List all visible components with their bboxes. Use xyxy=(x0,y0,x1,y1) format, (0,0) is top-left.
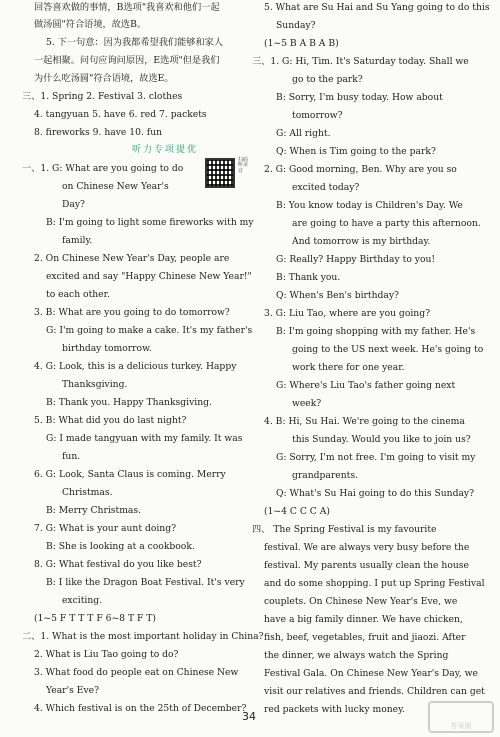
text-line: on Chinese New Year's xyxy=(62,181,169,192)
answer-key: (1~5 B A B A B) xyxy=(264,38,339,49)
watermark-logo: 答案圈 xyxy=(428,701,494,733)
text-line: red packets with lucky money. xyxy=(264,704,405,715)
text-line: G: I made tangyuan with my family. It was xyxy=(46,433,243,444)
text-line: 5. B: What did you do last night? xyxy=(34,415,187,426)
text-line: 4. Which festival is on the 25th of December? xyxy=(34,703,247,714)
text-line: grandparents. xyxy=(292,470,358,481)
text-line: G: I'm going to make a cake. It's my father's xyxy=(46,325,253,336)
left-column xyxy=(22,0,264,737)
text-line: go to the park? xyxy=(292,74,363,85)
text-line: excited and say "Happy Chinese New Year!" xyxy=(46,271,252,282)
text-line: B: I'm going shopping with my father. He's xyxy=(276,326,476,337)
text-line: G: Really? Happy Birthday to you! xyxy=(276,254,436,265)
text-line: B: Thank you. Happy Thanksgiving. xyxy=(46,397,212,408)
text-line: to each other. xyxy=(46,289,110,300)
text-line: this Sunday. Would you like to join us? xyxy=(292,434,471,445)
text-line: B: I'm going to light some fireworks with my xyxy=(46,217,254,228)
text-line: 3. What food do people eat on Chinese New xyxy=(34,667,239,678)
text-line: 2. On Chinese New Year's Day, people are xyxy=(34,253,230,264)
text-line: are going to have a party this afternoon. xyxy=(292,218,481,229)
text-line: G: Where's Liu Tao's father going next xyxy=(276,380,456,391)
text-line: 三、1. G: Hi, Tim. It's Saturday today. Shall we xyxy=(252,56,469,67)
answer-key: (1~5 F T T T F 6~8 T F T) xyxy=(34,613,156,624)
text-line: B: You know today is Children's Day. We xyxy=(276,200,463,211)
text-line: visit our relatives and friends. Children can get xyxy=(264,686,485,697)
text-line: 6. G: Look, Santa Claus is coming. Merry xyxy=(34,469,226,480)
text-line: 3. B: What are you going to do tomorrow? xyxy=(34,307,230,318)
text-line: B: Sorry, I'm busy today. How about xyxy=(276,92,443,103)
text-line: fish, beef, vegetables, fruit and jiaozi. After xyxy=(264,632,466,643)
text-line: Christmas. xyxy=(62,487,113,498)
text-line: B: I like the Dragon Boat Festival. It's very xyxy=(46,577,245,588)
text-line: 二、1. What is the most important holiday in China? xyxy=(22,631,264,642)
text-line: B: Merry Christmas. xyxy=(46,505,142,516)
text-line: Sunday? xyxy=(276,20,316,31)
qr-code-icon[interactable] xyxy=(205,158,235,188)
text-line: going to the US next week. He's going to xyxy=(292,344,484,355)
text-line: 3. G: Liu Tao, where are you going? xyxy=(264,308,431,319)
text-line: 一、1. G: What are you going to do xyxy=(22,163,184,174)
text-line: Q: When is Tim going to the park? xyxy=(276,146,436,157)
text-line: Year's Eve? xyxy=(46,685,99,696)
text-line: excited today? xyxy=(292,182,360,193)
text-line: fun. xyxy=(62,451,81,462)
text-line: 5. 下一句意：因为我都希望我们能够和家人 xyxy=(46,37,224,48)
text-line: 四、 The Spring Festival is my favourite xyxy=(252,524,437,535)
text-line: B: Thank you. xyxy=(276,272,341,283)
text-line: 2. What is Liu Tao going to do? xyxy=(34,649,179,660)
text-line: 回答喜欢做的事情，B选项"我喜欢和他们一起 xyxy=(34,2,220,13)
text-line: G: Sorry, I'm not free. I'm going to visit my xyxy=(276,452,476,463)
text-line: tomorrow? xyxy=(292,110,343,121)
text-line: 4. G: Look, this is a delicious turkey. Happy xyxy=(34,361,237,372)
text-line: have a big family dinner. We have chicken, xyxy=(264,614,463,625)
text-line: 4. tangyuan 5. have 6. red 7. packets xyxy=(34,109,207,120)
text-line: work there for one year. xyxy=(292,362,405,373)
text-line: festival. My parents usually clean the house xyxy=(264,560,469,571)
text-line: birthday tomorrow. xyxy=(62,343,152,354)
text-line: festival. We are always very busy before the xyxy=(264,542,470,553)
text-line: G: All right. xyxy=(276,128,331,139)
text-line: 7. G: What is your aunt doing? xyxy=(34,523,177,534)
qr-caption: 扫码听录音 xyxy=(238,157,249,174)
text-line: 2. G: Good morning, Ben. Why are you so xyxy=(264,164,457,175)
text-line: 8. G: What festival do you like best? xyxy=(34,559,202,570)
text-line: 一起相聚。问句应询问原因，E选项"但是我们 xyxy=(34,55,220,66)
text-line: the dinner, we always watch the Spring xyxy=(264,650,449,661)
text-line: Thanksgiving. xyxy=(62,379,128,390)
text-line: Festival Gala. On Chinese New Year's Day, we xyxy=(264,668,478,679)
text-line: exciting. xyxy=(62,595,103,606)
text-line: Day? xyxy=(62,199,85,210)
text-line: Q: When's Ben's birthday? xyxy=(276,290,399,301)
text-line: Q: What's Su Hai going to do this Sunday? xyxy=(276,488,475,499)
text-line: 做汤圆"符合语境，故选B。 xyxy=(34,19,147,30)
page-number: 34 xyxy=(242,710,256,723)
text-line: couplets. On Chinese New Year's Eve, we xyxy=(264,596,458,607)
text-line: And tomorrow is my birthday. xyxy=(292,236,431,247)
text-line: week? xyxy=(292,398,322,409)
text-line: 三、1. Spring 2. Festival 3. clothes xyxy=(22,91,183,102)
section-heading: 听力专项提优 xyxy=(132,145,199,155)
text-line: and do some shopping. I put up Spring Festival xyxy=(264,578,485,589)
text-line: 5. What are Su Hai and Su Yang going to do this xyxy=(264,2,490,13)
answer-key: (1~4 C C C A) xyxy=(264,506,330,517)
text-line: 为什么吃汤圆"符合语境，故选E。 xyxy=(34,73,174,84)
text-line: B: She is looking at a cookbook. xyxy=(46,541,195,552)
text-line: 8. fireworks 9. have 10. fun xyxy=(34,127,163,138)
text-line: 4. B: Hi, Su Hai. We're going to the cinema xyxy=(264,416,465,427)
text-line: family. xyxy=(62,235,93,246)
right-column xyxy=(252,0,490,737)
